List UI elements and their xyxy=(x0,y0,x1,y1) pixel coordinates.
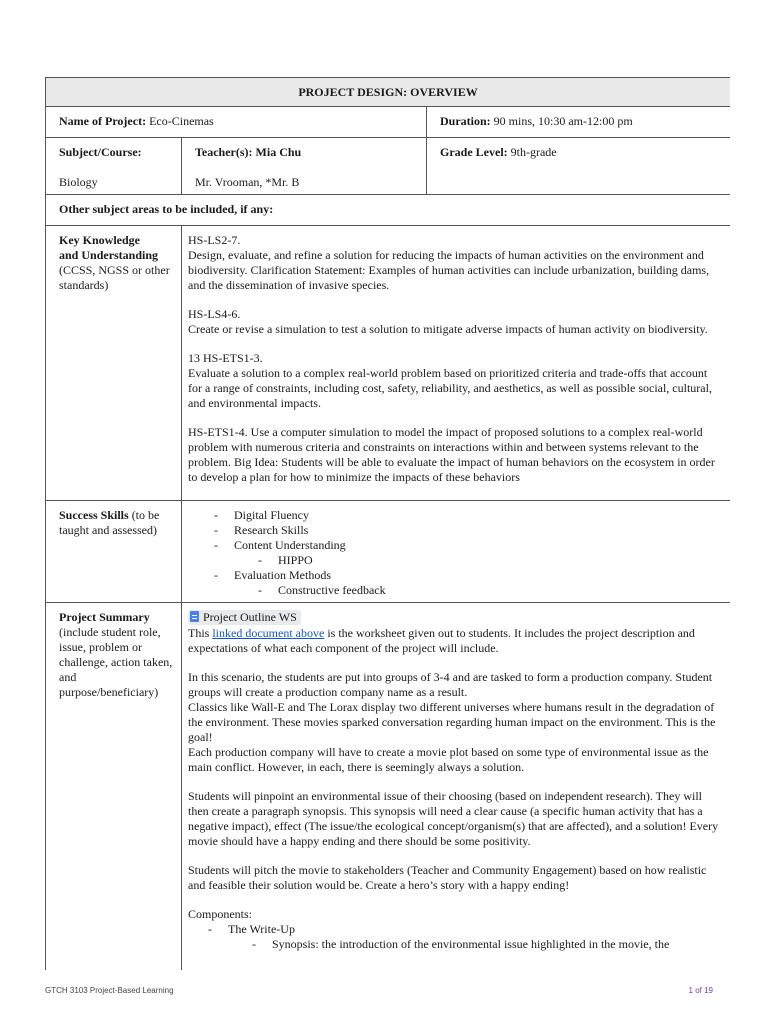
table-header-row xyxy=(46,78,731,107)
teacher-label: Teacher(s): Mia Chu xyxy=(195,145,302,159)
project-name-label: Name of Project: xyxy=(59,114,147,128)
project-summary-note: (include student role, issue, problem or challenge, action taken, and purpose/beneficiary) xyxy=(59,625,173,699)
list-item: - HIPPO xyxy=(258,553,724,568)
grade-label: Grade Level: xyxy=(440,145,508,159)
components-list xyxy=(188,922,724,952)
success-skills-label: Success Skills xyxy=(59,508,129,522)
components-label: Components: xyxy=(188,907,253,921)
linked-document-link[interactable]: linked document above xyxy=(212,626,325,640)
list-item: - Content Understanding - HIPPO xyxy=(214,538,724,568)
other-subjects-label: Other subject areas to be included, if any: xyxy=(59,202,274,216)
duration-label: Duration: xyxy=(440,114,491,128)
project-design-page xyxy=(45,77,730,970)
document-icon xyxy=(190,611,199,622)
standard-code-1: HS-LS2-7. xyxy=(188,233,241,247)
list-item: - Research Skills xyxy=(214,523,724,538)
success-skills-note: (to be taught and assessed) xyxy=(59,508,160,537)
summary-intro: This linked document above is the worksheet given out to students. It includes the project description and expectations of what each component of the project will include. xyxy=(188,626,695,655)
project-summary-label: Project Summary xyxy=(59,610,150,624)
chip-label: Project Outline WS xyxy=(203,610,297,624)
subject-label: Subject/Course: xyxy=(59,145,142,159)
project-name-value: Eco-Cinemas xyxy=(149,114,214,128)
teacher-value: Mr. Vrooman, *Mr. B xyxy=(195,175,300,189)
standard-code-2: HS-LS4-6. xyxy=(188,307,241,321)
table-title: PROJECT DESIGN: OVERVIEW xyxy=(46,78,731,107)
other-subjects-row xyxy=(46,195,731,226)
footer-course: GTCH 3103 Project-Based Learning xyxy=(45,986,174,995)
page-number: 1 of 19 xyxy=(688,986,713,995)
key-knowledge-label-1: Key Knowledge xyxy=(59,233,140,247)
list-item: - Constructive feedback xyxy=(258,583,724,598)
summary-paragraph: In this scenario, the students are put into groups of 3-4 and are tasked to form a production company. Student groups will create a production company name as a result. xyxy=(188,670,713,699)
summary-paragraph: Each production company will have to create a movie plot based on some type of environmental issue as the main conflict. However, in each, there is seemingly always a solution. xyxy=(188,745,709,774)
success-skills-row xyxy=(46,501,731,603)
list-item: - Evaluation Methods - Constructive feedback xyxy=(214,568,724,598)
key-knowledge-label-2: and Understanding xyxy=(59,248,159,262)
duration-value: 90 mins, 10:30 am-12:00 pm xyxy=(493,114,633,128)
standard-code-3: 13 HS-ETS1-3. xyxy=(188,351,263,365)
standard-text-4: HS-ETS1-4. Use a computer simulation to model the impact of proposed solutions to a complex real-world problem with numerous criteria and constraints on interactions within and between systems relevant to the problem. Big Idea: Students will be able to evaluate the impact of human behaviors on the ecosystem in order to develop a plan for how to minimize the impacts of these behaviors xyxy=(188,425,715,484)
list-item: - The Write-Up - Synopsis: the introduction of the environmental issue highlighted in the movie, the xyxy=(208,922,724,952)
summary-paragraph: Classics like Wall-E and The Lorax display two different universes where humans result in the degradation of the environment. These movies sparked conversation regarding human impact on the environment. This is the goal! xyxy=(188,700,716,744)
project-name-row xyxy=(46,107,731,138)
grade-value: 9th-grade xyxy=(510,145,557,159)
standard-text-2: Create or revise a simulation to test a solution to mitigate adverse impacts of human activity on biodiversity. xyxy=(188,322,708,336)
success-skills-list xyxy=(188,508,724,598)
standard-text-3: Evaluate a solution to a complex real-world problem based on prioritized criteria and trade-offs that account for a range of constraints, including cost, safety, reliability, and aesthetics, as well as possible social, cultural, and environmental impacts. xyxy=(188,366,712,410)
summary-paragraph: Students will pinpoint an environmental issue of their choosing (based on independent research). They will then create a paragraph synopsis. This synopsis will need a clear cause (a specific human activity that has a negative impact), effect (The issue/the ecological concept/organism(s) that are affected), and a solution! Every movie should have a happy ending and there should be some positivity. xyxy=(188,789,719,848)
standard-text-1: Design, evaluate, and refine a solution for reducing the impacts of human activities on the environment and biodiversity. Clarification Statement: Examples of human activities can include urbanization, building dams, and the dissemination of invasive species. xyxy=(188,248,710,292)
summary-paragraph: Students will pitch the movie to stakeholders (Teacher and Community Engagement) based on how realistic and feasible their solution would be. Create a hero’s story with a happy ending! xyxy=(188,863,707,892)
list-item: - Digital Fluency xyxy=(214,508,724,523)
key-knowledge-row xyxy=(46,226,731,501)
project-outline-chip[interactable] xyxy=(188,610,301,625)
subject-value: Biology xyxy=(59,175,98,189)
key-knowledge-label-note: (CCSS, NGSS or other standards) xyxy=(59,263,170,292)
project-summary-row xyxy=(46,603,731,971)
subject-teacher-row xyxy=(46,138,731,195)
project-overview-table xyxy=(45,77,730,970)
page-footer xyxy=(45,986,713,995)
list-item: - Synopsis: the introduction of the environmental issue highlighted in the movie, the xyxy=(252,937,724,952)
